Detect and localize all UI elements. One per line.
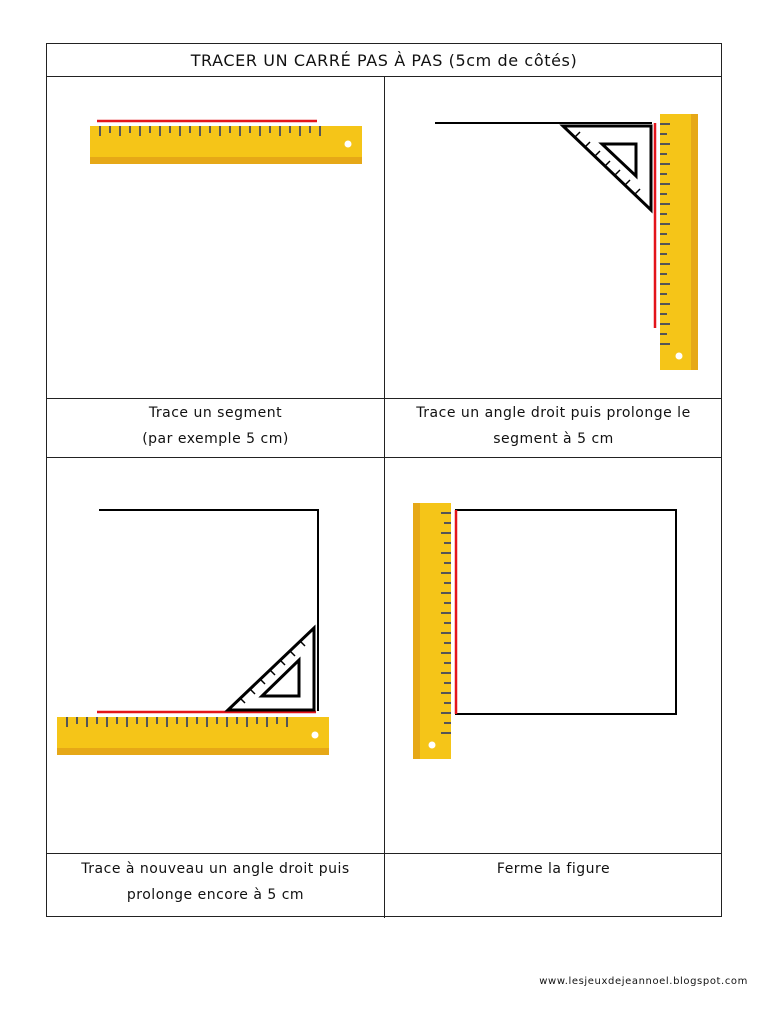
step-2-caption-line1: Trace un angle droit puis prolonge le [416, 405, 691, 421]
step-3-illustration [57, 510, 329, 755]
step-1-caption-line1: Trace un segment [148, 405, 283, 421]
ruler-icon [57, 717, 329, 755]
step-4-caption-line1: Ferme la figure [496, 861, 611, 877]
angle-lines [99, 510, 318, 711]
set-square-icon [563, 126, 651, 210]
ruler-icon [660, 114, 698, 370]
page-title: TRACER UN CARRÉ PAS À PAS (5cm de côtés) [47, 44, 721, 77]
step-2-caption-line2: segment à 5 cm [493, 431, 614, 447]
step-3-caption-line2: prolonge encore à 5 cm [126, 887, 305, 903]
step-4-illustration [413, 503, 676, 759]
square-outline [456, 510, 676, 714]
set-square-icon [228, 628, 314, 710]
step-3-caption-line1: Trace à nouveau un angle droit puis [81, 861, 350, 877]
footer-url: www.lesjeuxdejeannoel.blogspot.com [539, 976, 748, 987]
ruler-icon [90, 126, 362, 164]
ruler-icon [413, 503, 451, 759]
step-1-illustration [90, 121, 362, 164]
step-1-caption-line2: (par exemple 5 cm) [142, 431, 289, 447]
step-2-illustration [435, 114, 698, 370]
